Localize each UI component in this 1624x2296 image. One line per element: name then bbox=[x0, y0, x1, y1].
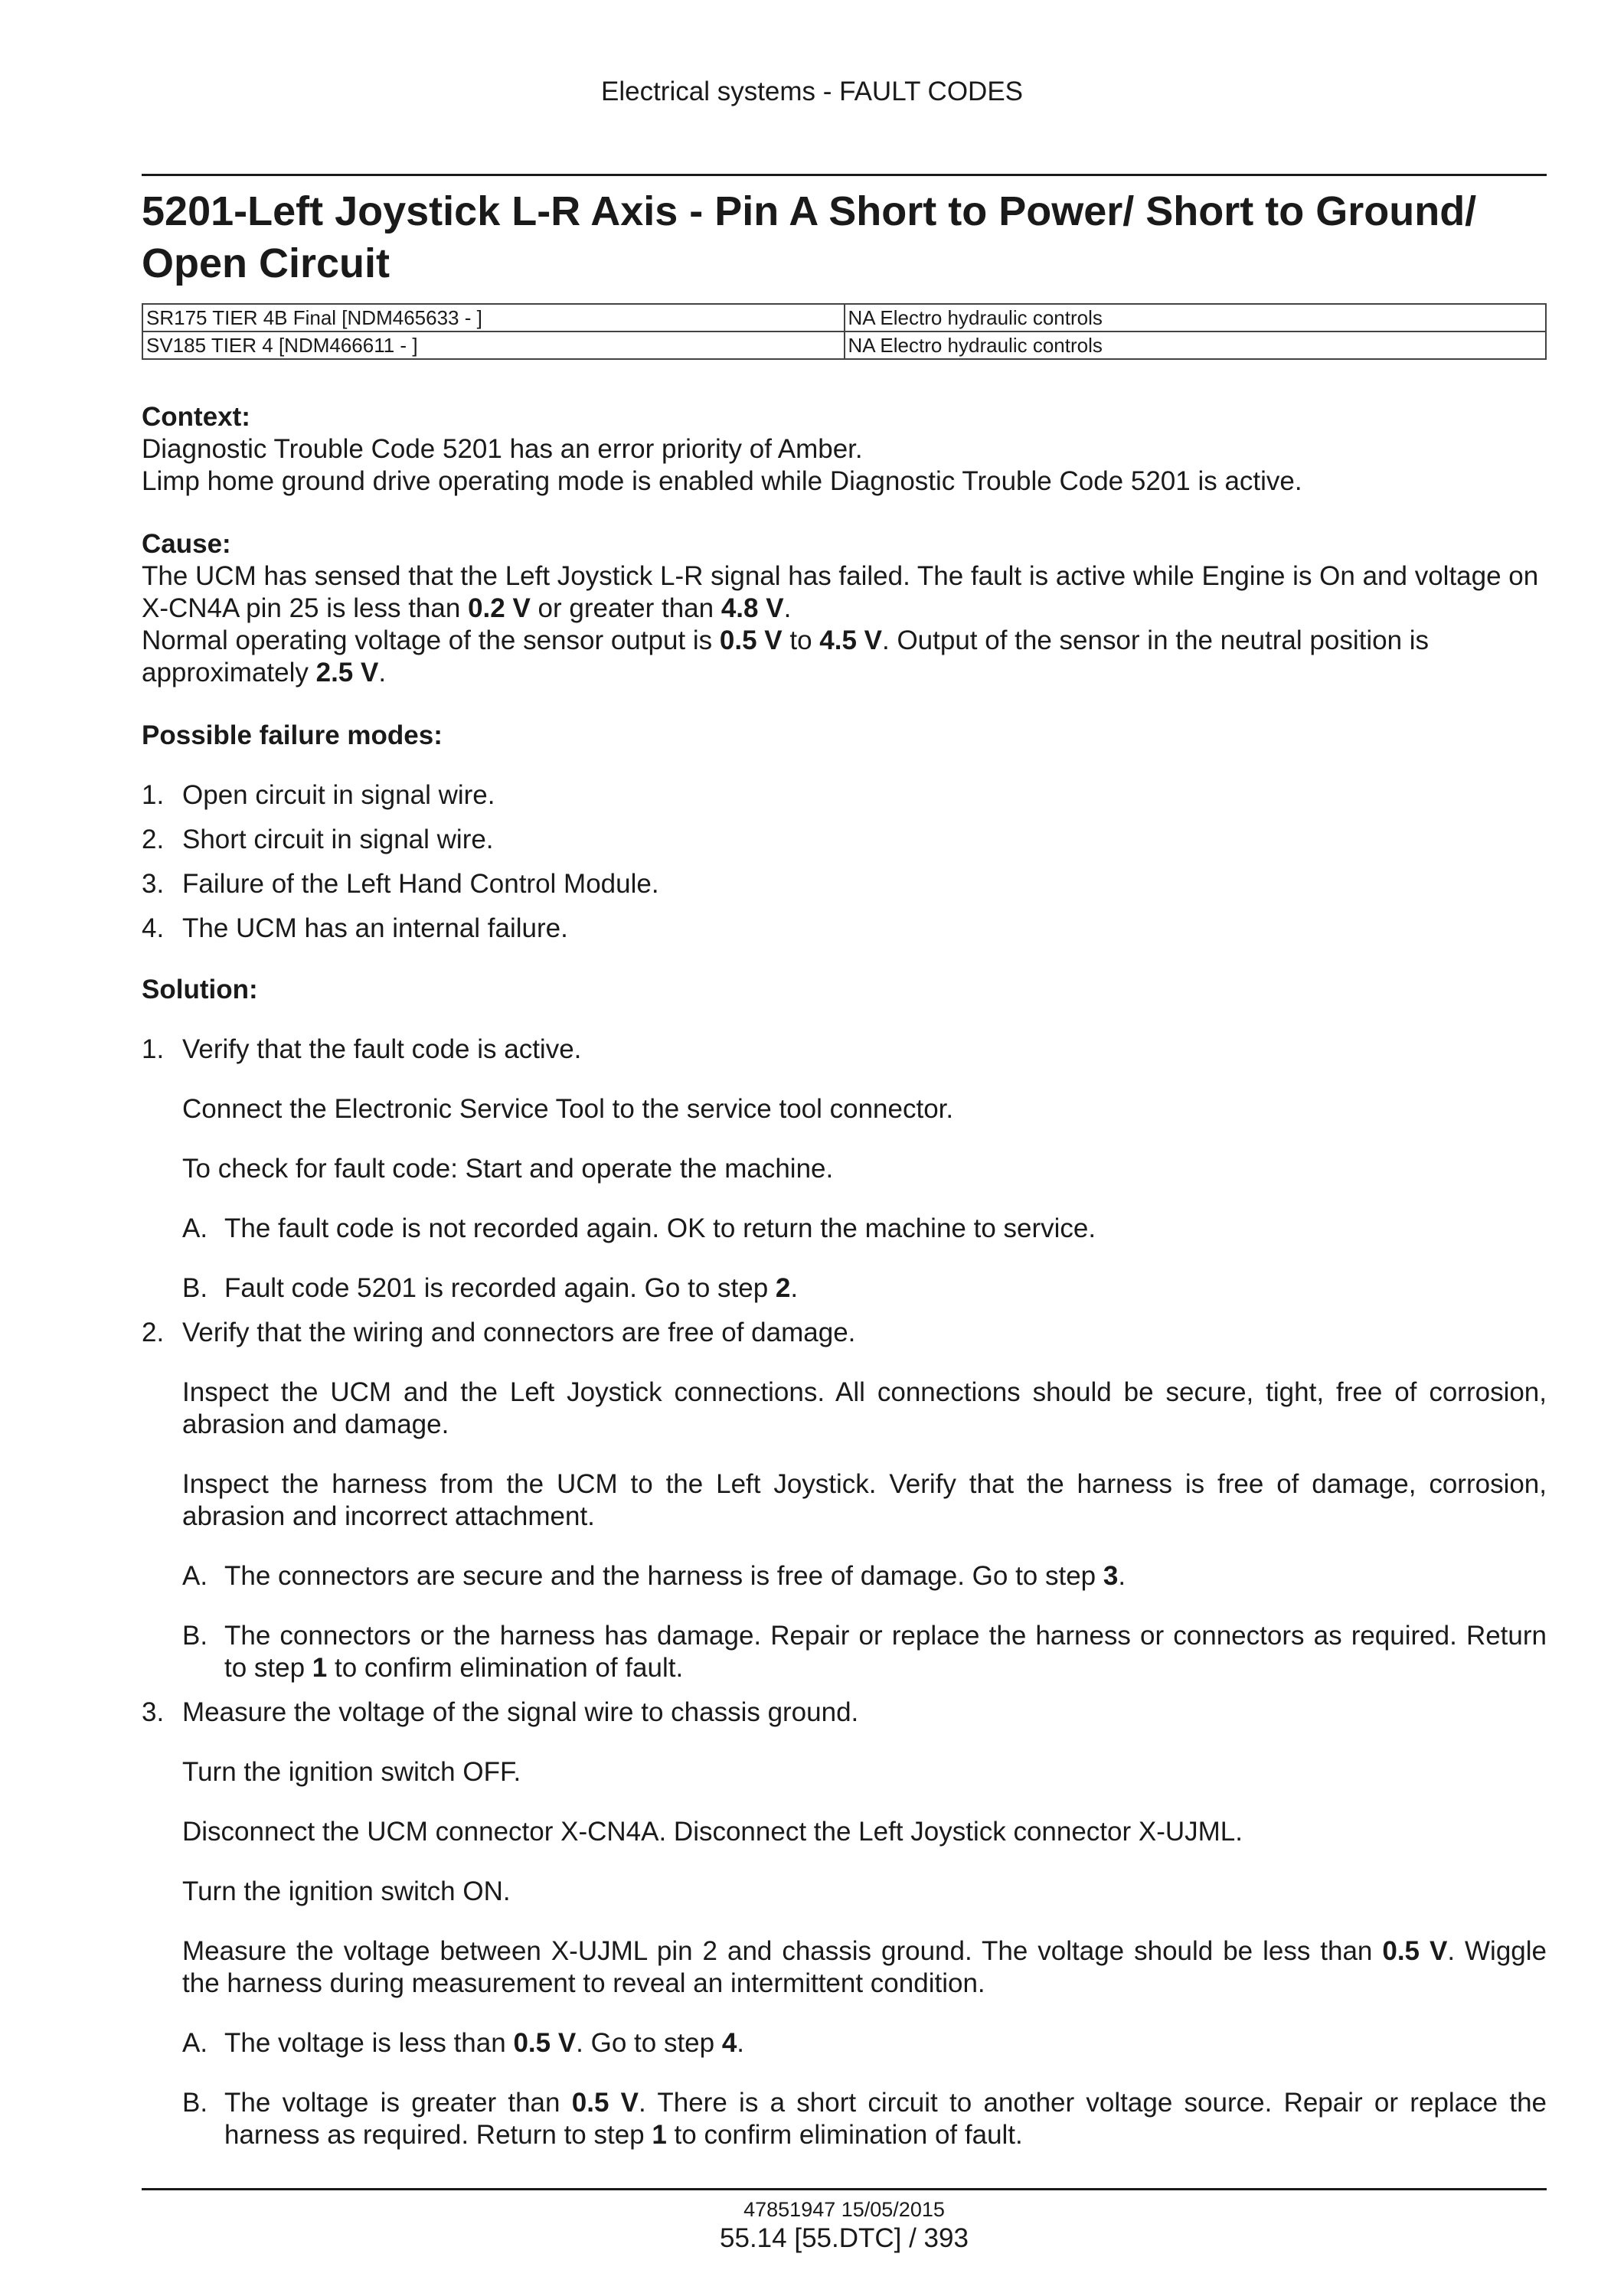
step-instruction: To check for fault code: Start and operate the machine. bbox=[182, 1154, 834, 1184]
context-heading: Context: bbox=[142, 402, 250, 432]
context-line: Diagnostic Trouble Code 5201 has an error priority of Amber. bbox=[142, 434, 863, 464]
solution-heading: Solution: bbox=[142, 975, 258, 1004]
header-rule bbox=[142, 174, 1547, 176]
step-instruction: Inspect the UCM and the Left Joystick connections. All connections should be secure, tight, free of corrosion, abrasion and damage. bbox=[182, 1377, 1547, 1439]
list-item: 4. The UCM has an internal failure. bbox=[142, 913, 568, 943]
step-instruction: Connect the Electronic Service Tool to the service tool connector. bbox=[182, 1094, 954, 1124]
context-line: Limp home ground drive operating mode is enabled while Diagnostic Trouble Code 5201 is active. bbox=[142, 466, 1302, 496]
model-cell: SV185 TIER 4 [NDM466611 - ] bbox=[142, 331, 845, 359]
failure-modes-heading: Possible failure modes: bbox=[142, 720, 443, 750]
list-item: 2. Short circuit in signal wire. bbox=[142, 825, 494, 854]
step-instruction: Measure the voltage between X-UJML pin 2 and chassis ground. The voltage should be less than 0.5 V. Wiggle the harness during measurement to reveal an intermittent condition. bbox=[182, 1936, 1547, 1998]
solution-step-3: 3. Measure the voltage of the signal wire to chassis ground. bbox=[142, 1697, 859, 1727]
step-outcome: A. The connectors are secure and the harness is free of damage. Go to step 3. bbox=[182, 1561, 1126, 1591]
list-item: 1. Open circuit in signal wire. bbox=[142, 780, 495, 810]
application-cell: NA Electro hydraulic controls bbox=[845, 331, 1547, 359]
cause-paragraph: Normal operating voltage of the sensor output is 0.5 V to 4.5 V. Output of the sensor in the neutral position is approximately 2.5 V. bbox=[142, 625, 1430, 687]
table-row bbox=[142, 331, 1546, 359]
step-outcome: B. The voltage is greater than 0.5 V. There is a short circuit to another voltage source. Repair or replace the harness as required. Return to step 1 to confirm elimination of fault. bbox=[182, 2088, 1547, 2150]
step-instruction: Turn the ignition switch OFF. bbox=[182, 1757, 521, 1787]
table-row bbox=[142, 304, 1546, 331]
applicability-table bbox=[142, 303, 1547, 360]
step-outcome: B. Fault code 5201 is recorded again. Go to step 2. bbox=[182, 1273, 799, 1303]
step-outcome: B. The connectors or the harness has damage. Repair or replace the harness or connectors as required. Return to step 1 to confirm elimination of fault. bbox=[182, 1621, 1547, 1683]
footer-rule bbox=[142, 2188, 1547, 2190]
cause-paragraph: The UCM has sensed that the Left Joystick L-R signal has failed. The fault is active while Engine is On and voltage on X-CN4A pin 25 is less than 0.2 V or greater than 4.8 V. bbox=[142, 561, 1539, 623]
page-footer bbox=[142, 2188, 1547, 2255]
running-header: Electrical systems - FAULT CODES bbox=[600, 77, 1024, 106]
step-instruction: Turn the ignition switch ON. bbox=[182, 1876, 511, 1906]
page-reference: 55.14 [55.DTC] / 393 bbox=[720, 2223, 969, 2253]
step-outcome: A. The fault code is not recorded again. OK to return the machine to service. bbox=[182, 1213, 1096, 1243]
step-instruction: Disconnect the UCM connector X-CN4A. Disconnect the Left Joystick connector X-UJML. bbox=[182, 1817, 1243, 1847]
solution-step-1: 1. Verify that the fault code is active. bbox=[142, 1034, 582, 1064]
model-cell: SR175 TIER 4B Final [NDM465633 - ] bbox=[142, 304, 845, 331]
page-content bbox=[142, 174, 1547, 2151]
failure-modes-list bbox=[142, 779, 1547, 945]
list-item: 3. Failure of the Left Hand Control Module. bbox=[142, 869, 659, 899]
step-outcome: A. The voltage is less than 0.5 V. Go to step 4. bbox=[182, 2028, 745, 2058]
step-instruction: Inspect the harness from the UCM to the Left Joystick. Verify that the harness is free of damage, corrosion, abrasion and incorrect attachment. bbox=[182, 1469, 1547, 1531]
fault-code-title: 5201-Left Joystick L-R Axis - Pin A Short to Power/ Short to Ground/ Open Circuit bbox=[142, 188, 1477, 286]
document-code: 47851947 15/05/2015 bbox=[743, 2198, 945, 2221]
application-cell: NA Electro hydraulic controls bbox=[845, 304, 1547, 331]
cause-heading: Cause: bbox=[142, 529, 231, 559]
solution-step-2: 2. Verify that the wiring and connectors are free of damage. bbox=[142, 1318, 856, 1347]
